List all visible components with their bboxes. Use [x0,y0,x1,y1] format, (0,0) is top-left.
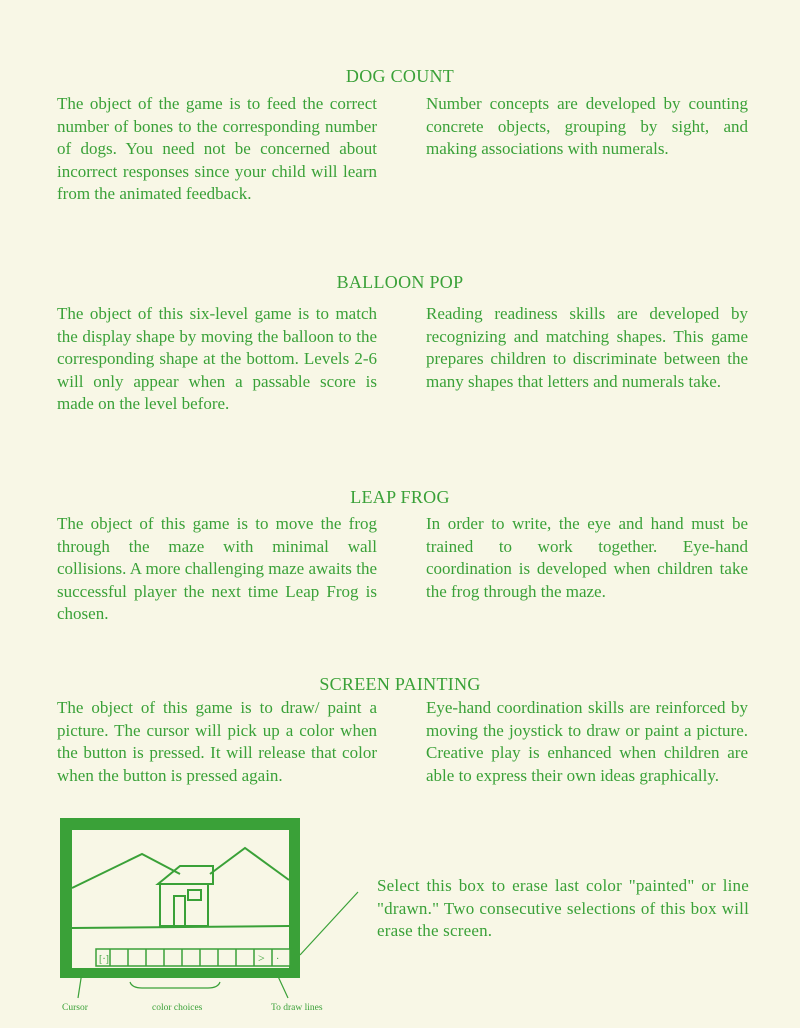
cursor-box-icon: [·] [99,954,109,965]
skill-description: Eye-hand coordination skills are reinforced by moving the joystick to draw or paint a picture. Creative play is enhanced when children are able to express their own ideas graphically. [426,698,748,785]
skill-description: In order to write, the eye and hand must be trained to work together. Eye-hand coordination is developed when children take the frog through the maze. [426,514,748,601]
game-description: The object of this game is to move the frog through the maze with minimal wall collisions. A more challenging maze awaits the successful player the next time Leap Frog is chosen. [57,514,377,624]
tv-screen [72,830,289,968]
erase-box-icon: · [276,954,280,965]
section-title: LEAP FROG [350,487,450,507]
skill-description: Number concepts are developed by counting concrete objects, grouping by sight, and making associations with numerals. [426,94,748,159]
erase-pointer-line [300,892,358,955]
color-choices-label: color choices [152,1003,203,1013]
erase-box-note: Select this box to erase last color "painted" or line "drawn." Two consecutive selections of this box will erase the screen. [377,876,749,941]
game-description: The object of the game is to feed the correct number of bones to the corresponding number of dogs. You need not be concerned about incorrect responses since your child will learn from the animated feedback. [57,94,377,204]
palette-bar [96,949,290,966]
section-title: BALLOON POP [336,272,464,292]
color-bracket [130,982,220,988]
screen-painting-diagram [50,810,370,1025]
section-title: SCREEN PAINTING [319,674,481,694]
draw-arrow-icon: > [258,951,265,965]
game-description: The object of this six-level game is to match the display shape by moving the balloon to the corresponding shape at the bottom. Levels 2-6 will only appear when a passable score is made on the level before. [57,304,377,414]
game-description: The object of this game is to draw/ paint a picture. The cursor will pick up a color when the button is pressed. It will release that color when the button is pressed again. [57,698,377,785]
skill-description: Reading readiness skills are developed by recognizing and matching shapes. This game prepares children to discriminate between the many shapes that letters and numerals take. [426,304,748,391]
cursor-label: Cursor [62,1003,88,1013]
section-title: DOG COUNT [345,66,455,86]
draw-lines-label: To draw lines [271,1003,323,1013]
